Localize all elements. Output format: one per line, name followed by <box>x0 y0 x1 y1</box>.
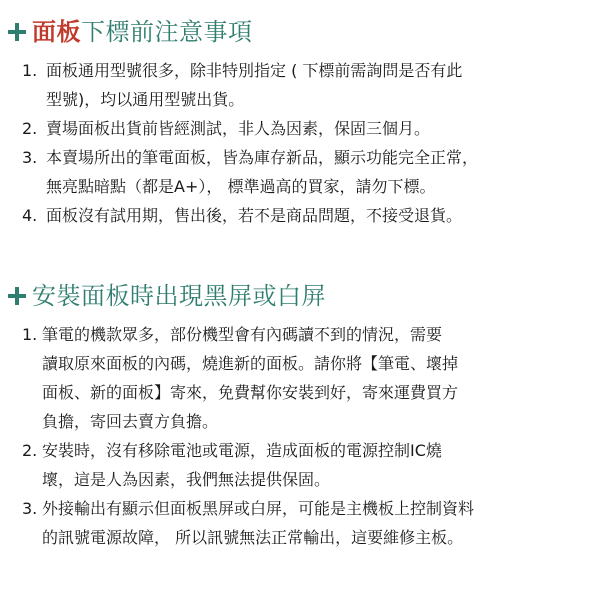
item-text: 型號)，均以通用型號出貨。 <box>46 90 245 109</box>
notice-list <box>0 56 600 230</box>
item-text: 安裝時，沒有移除電池或電源，造成面板的電源控制IC燒 <box>42 441 442 460</box>
item-text: 面板、新的面板】寄來，免費幫你安裝到好，寄來運費買方 <box>42 383 459 402</box>
item-number: 3. <box>22 148 38 167</box>
notice-section <box>0 12 600 230</box>
item-text: 面板通用型號很多，除非特別指定 ( 下標前需詢問是否有此 <box>46 61 463 80</box>
list-item <box>0 56 600 114</box>
list-item <box>0 143 600 201</box>
item-number: 2. <box>22 119 38 138</box>
section-title <box>32 12 253 52</box>
list-item <box>0 114 600 143</box>
install-section <box>0 276 600 552</box>
list-item <box>0 320 600 436</box>
item-text: 讀取原來面板的內碼，燒進新的面板。請你將【筆電、壞掉 <box>42 354 459 373</box>
item-text: 賣場面板出貨前皆經測試，非人為因素，保固三個月。 <box>46 119 431 138</box>
section-heading <box>0 276 600 316</box>
item-text: 面板沒有試用期，售出後，若不是商品問題，不接受退貨。 <box>46 206 463 225</box>
item-text: 無亮點暗點（都是A+）， 標準過高的買家，請勿下標。 <box>46 177 436 196</box>
list-item <box>0 436 600 494</box>
plus-icon <box>8 23 26 41</box>
item-number: 1. <box>22 61 38 80</box>
install-list <box>0 320 600 552</box>
title-rest: 下標前注意事項 <box>81 18 253 46</box>
list-item <box>0 201 600 230</box>
item-text: 的訊號電源故障， 所以訊號無法正常輸出，這要維修主板。 <box>42 528 464 547</box>
item-text: 外接輸出有顯示但面板黑屏或白屏，可能是主機板上控制資料 <box>42 499 475 518</box>
item-text: 負擔，寄回去賣方負擔。 <box>42 412 219 431</box>
item-text: 筆電的機款眾多，部份機型會有內碼讀不到的情況，需要 <box>42 325 443 344</box>
item-number: 1. <box>22 325 38 344</box>
section-title: 安裝面板時出現黑屏或白屏 <box>32 282 326 310</box>
item-number: 3. <box>22 499 38 518</box>
item-text: 本賣場所出的筆電面板，皆為庫存新品，顯示功能完全正常， <box>46 148 479 167</box>
plus-icon <box>8 287 26 305</box>
item-number: 4. <box>22 206 38 225</box>
title-highlight: 面板 <box>32 18 81 46</box>
section-heading <box>0 12 600 52</box>
item-number: 2. <box>22 441 38 460</box>
item-text: 壞，這是人為因素，我們無法提供保固。 <box>42 470 331 489</box>
list-item <box>0 494 600 552</box>
